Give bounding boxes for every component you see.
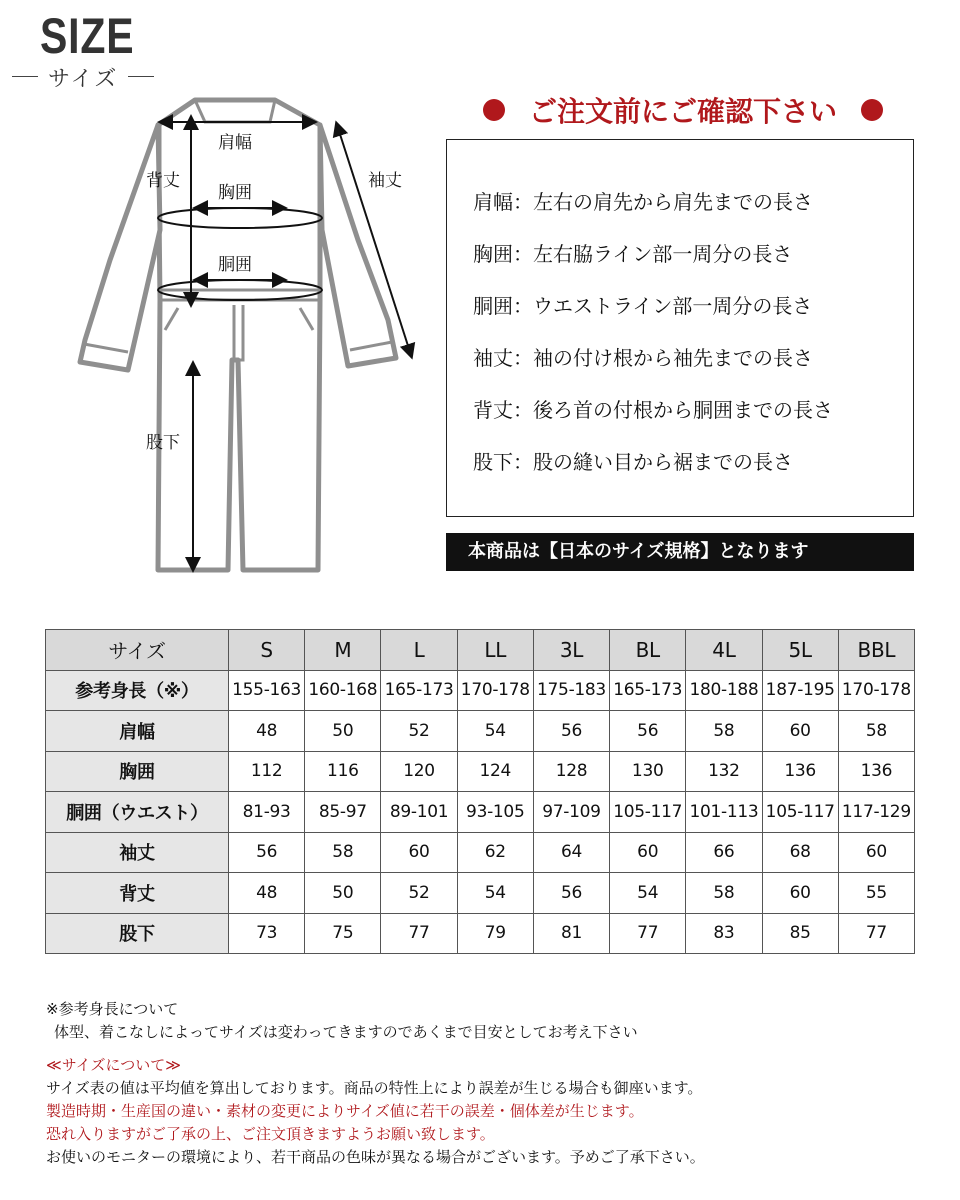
label-sleeve: 袖丈 xyxy=(368,171,402,191)
notice-row: 袖丈：袖の付け根から袖先までの長さ xyxy=(473,346,813,370)
table-cell: 58 xyxy=(686,711,762,752)
table-cell: 52 xyxy=(381,711,457,752)
table-cell: 170-178 xyxy=(838,670,914,711)
table-row xyxy=(46,711,915,752)
subtitle-rule-right xyxy=(128,76,154,77)
table-row xyxy=(46,873,915,914)
table-cell: 165-173 xyxy=(381,670,457,711)
table-header-cell: 3L xyxy=(533,630,609,671)
table-cell: 112 xyxy=(229,751,305,792)
table-row-label: 袖丈 xyxy=(46,832,229,873)
coverall-diagram xyxy=(0,90,440,580)
table-cell: 55 xyxy=(838,873,914,914)
notice-row: 股下：股の縫い目から裾までの長さ xyxy=(473,450,793,474)
size-note-line: サイズ表の値は平均値を算出しております。商品の特性上により誤差が生じる場合も御座います。 xyxy=(46,1079,703,1097)
subtitle-rule-left xyxy=(12,76,38,77)
table-cell: 77 xyxy=(610,913,686,954)
size-note-title: ≪サイズについて≫ xyxy=(46,1056,181,1074)
label-waist: 胴囲 xyxy=(218,255,252,275)
table-cell: 136 xyxy=(762,751,838,792)
table-row xyxy=(46,832,915,873)
table-cell: 48 xyxy=(229,873,305,914)
table-cell: 62 xyxy=(457,832,533,873)
size-note-line: 恐れ入りますがご了承の上、ご注文頂きますようお願い致します。 xyxy=(46,1125,495,1143)
table-cell: 180-188 xyxy=(686,670,762,711)
table-cell: 105-117 xyxy=(762,792,838,833)
notes-section xyxy=(46,998,705,1169)
size-table xyxy=(45,629,915,954)
notice-row: 背丈：後ろ首の付根から胴囲までの長さ xyxy=(473,398,833,422)
table-cell: 170-178 xyxy=(457,670,533,711)
table-cell: 73 xyxy=(229,913,305,954)
table-cell: 85-97 xyxy=(305,792,381,833)
table-header-cell: 5L xyxy=(762,630,838,671)
table-cell: 120 xyxy=(381,751,457,792)
table-cell: 58 xyxy=(686,873,762,914)
label-chest: 胸囲 xyxy=(218,183,252,203)
height-note-title: ※参考身長について xyxy=(46,1000,179,1018)
table-cell: 58 xyxy=(305,832,381,873)
table-cell: 56 xyxy=(229,832,305,873)
table-cell: 93-105 xyxy=(457,792,533,833)
table-header-cell: BBL xyxy=(838,630,914,671)
page-title: SIZE xyxy=(40,8,135,64)
notice-box xyxy=(446,139,914,517)
table-header-cell: L xyxy=(381,630,457,671)
table-cell: 60 xyxy=(838,832,914,873)
table-row xyxy=(46,751,915,792)
table-cell: 85 xyxy=(762,913,838,954)
table-row-label: 胴囲（ウエスト） xyxy=(46,792,229,833)
table-cell: 54 xyxy=(457,711,533,752)
notice-heading xyxy=(478,92,888,132)
table-row xyxy=(46,913,915,954)
table-cell: 128 xyxy=(533,751,609,792)
red-dot-icon xyxy=(861,99,883,121)
table-cell: 81-93 xyxy=(229,792,305,833)
table-cell: 117-129 xyxy=(838,792,914,833)
table-cell: 79 xyxy=(457,913,533,954)
subtitle-block xyxy=(12,60,162,90)
table-cell: 75 xyxy=(305,913,381,954)
table-row-label: 肩幅 xyxy=(46,711,229,752)
table-cell: 60 xyxy=(762,711,838,752)
red-dot-icon xyxy=(483,99,505,121)
page-subtitle: サイズ xyxy=(48,67,119,92)
coverall-outline xyxy=(80,100,396,570)
table-header-cell: サイズ xyxy=(46,630,229,671)
table-cell: 155-163 xyxy=(229,670,305,711)
table-cell: 50 xyxy=(305,873,381,914)
table-row xyxy=(46,792,915,833)
table-cell: 56 xyxy=(533,711,609,752)
table-cell: 130 xyxy=(610,751,686,792)
table-row-label: 参考身長（※） xyxy=(46,670,229,711)
table-header-cell: 4L xyxy=(686,630,762,671)
notice-row: 胸囲：左右脇ライン部一周分の長さ xyxy=(473,242,793,266)
table-cell: 132 xyxy=(686,751,762,792)
table-cell: 68 xyxy=(762,832,838,873)
table-cell: 60 xyxy=(610,832,686,873)
table-cell: 58 xyxy=(838,711,914,752)
table-row xyxy=(46,670,915,711)
japan-size-banner: 本商品は【日本のサイズ規格】となります xyxy=(446,533,914,571)
table-cell: 66 xyxy=(686,832,762,873)
notice-row: 肩幅：左右の肩先から肩先までの長さ xyxy=(473,190,813,214)
table-cell: 60 xyxy=(762,873,838,914)
table-cell: 54 xyxy=(457,873,533,914)
table-cell: 54 xyxy=(610,873,686,914)
table-cell: 116 xyxy=(305,751,381,792)
table-cell: 187-195 xyxy=(762,670,838,711)
table-row-label: 背丈 xyxy=(46,873,229,914)
table-header-cell: M xyxy=(305,630,381,671)
table-header-cell: LL xyxy=(457,630,533,671)
notice-row: 胴囲：ウエストライン部一周分の長さ xyxy=(473,294,813,318)
table-row-label: 股下 xyxy=(46,913,229,954)
label-back-length: 背丈 xyxy=(146,171,180,191)
label-shoulder: 肩幅 xyxy=(218,133,252,153)
table-cell: 52 xyxy=(381,873,457,914)
table-cell: 124 xyxy=(457,751,533,792)
table-cell: 50 xyxy=(305,711,381,752)
table-cell: 101-113 xyxy=(686,792,762,833)
table-cell: 77 xyxy=(381,913,457,954)
size-note-line: お使いのモニターの環境により、若干商品の色味が異なる場合がございます。予めご了承下さい。 xyxy=(46,1148,705,1166)
table-cell: 77 xyxy=(838,913,914,954)
table-cell: 48 xyxy=(229,711,305,752)
height-note-body: 体型、着こなしによってサイズは変わってきますのであくまで目安としてお考え下さい xyxy=(54,1023,638,1041)
table-cell: 56 xyxy=(533,873,609,914)
table-cell: 97-109 xyxy=(533,792,609,833)
notice-title-text: ご注文前にご確認下さい xyxy=(528,95,837,128)
table-header-row xyxy=(46,630,915,671)
table-cell: 81 xyxy=(533,913,609,954)
table-cell: 83 xyxy=(686,913,762,954)
label-inseam: 股下 xyxy=(146,433,180,453)
table-header-cell: S xyxy=(229,630,305,671)
table-cell: 60 xyxy=(381,832,457,873)
table-header-cell: BL xyxy=(610,630,686,671)
table-cell: 105-117 xyxy=(610,792,686,833)
size-note-line: 製造時期・生産国の違い・素材の変更によりサイズ値に若干の誤差・個体差が生じます。 xyxy=(46,1102,644,1120)
table-row-label: 胸囲 xyxy=(46,751,229,792)
table-cell: 165-173 xyxy=(610,670,686,711)
table-cell: 64 xyxy=(533,832,609,873)
table-cell: 136 xyxy=(838,751,914,792)
table-cell: 160-168 xyxy=(305,670,381,711)
table-cell: 175-183 xyxy=(533,670,609,711)
table-cell: 56 xyxy=(610,711,686,752)
table-cell: 89-101 xyxy=(381,792,457,833)
